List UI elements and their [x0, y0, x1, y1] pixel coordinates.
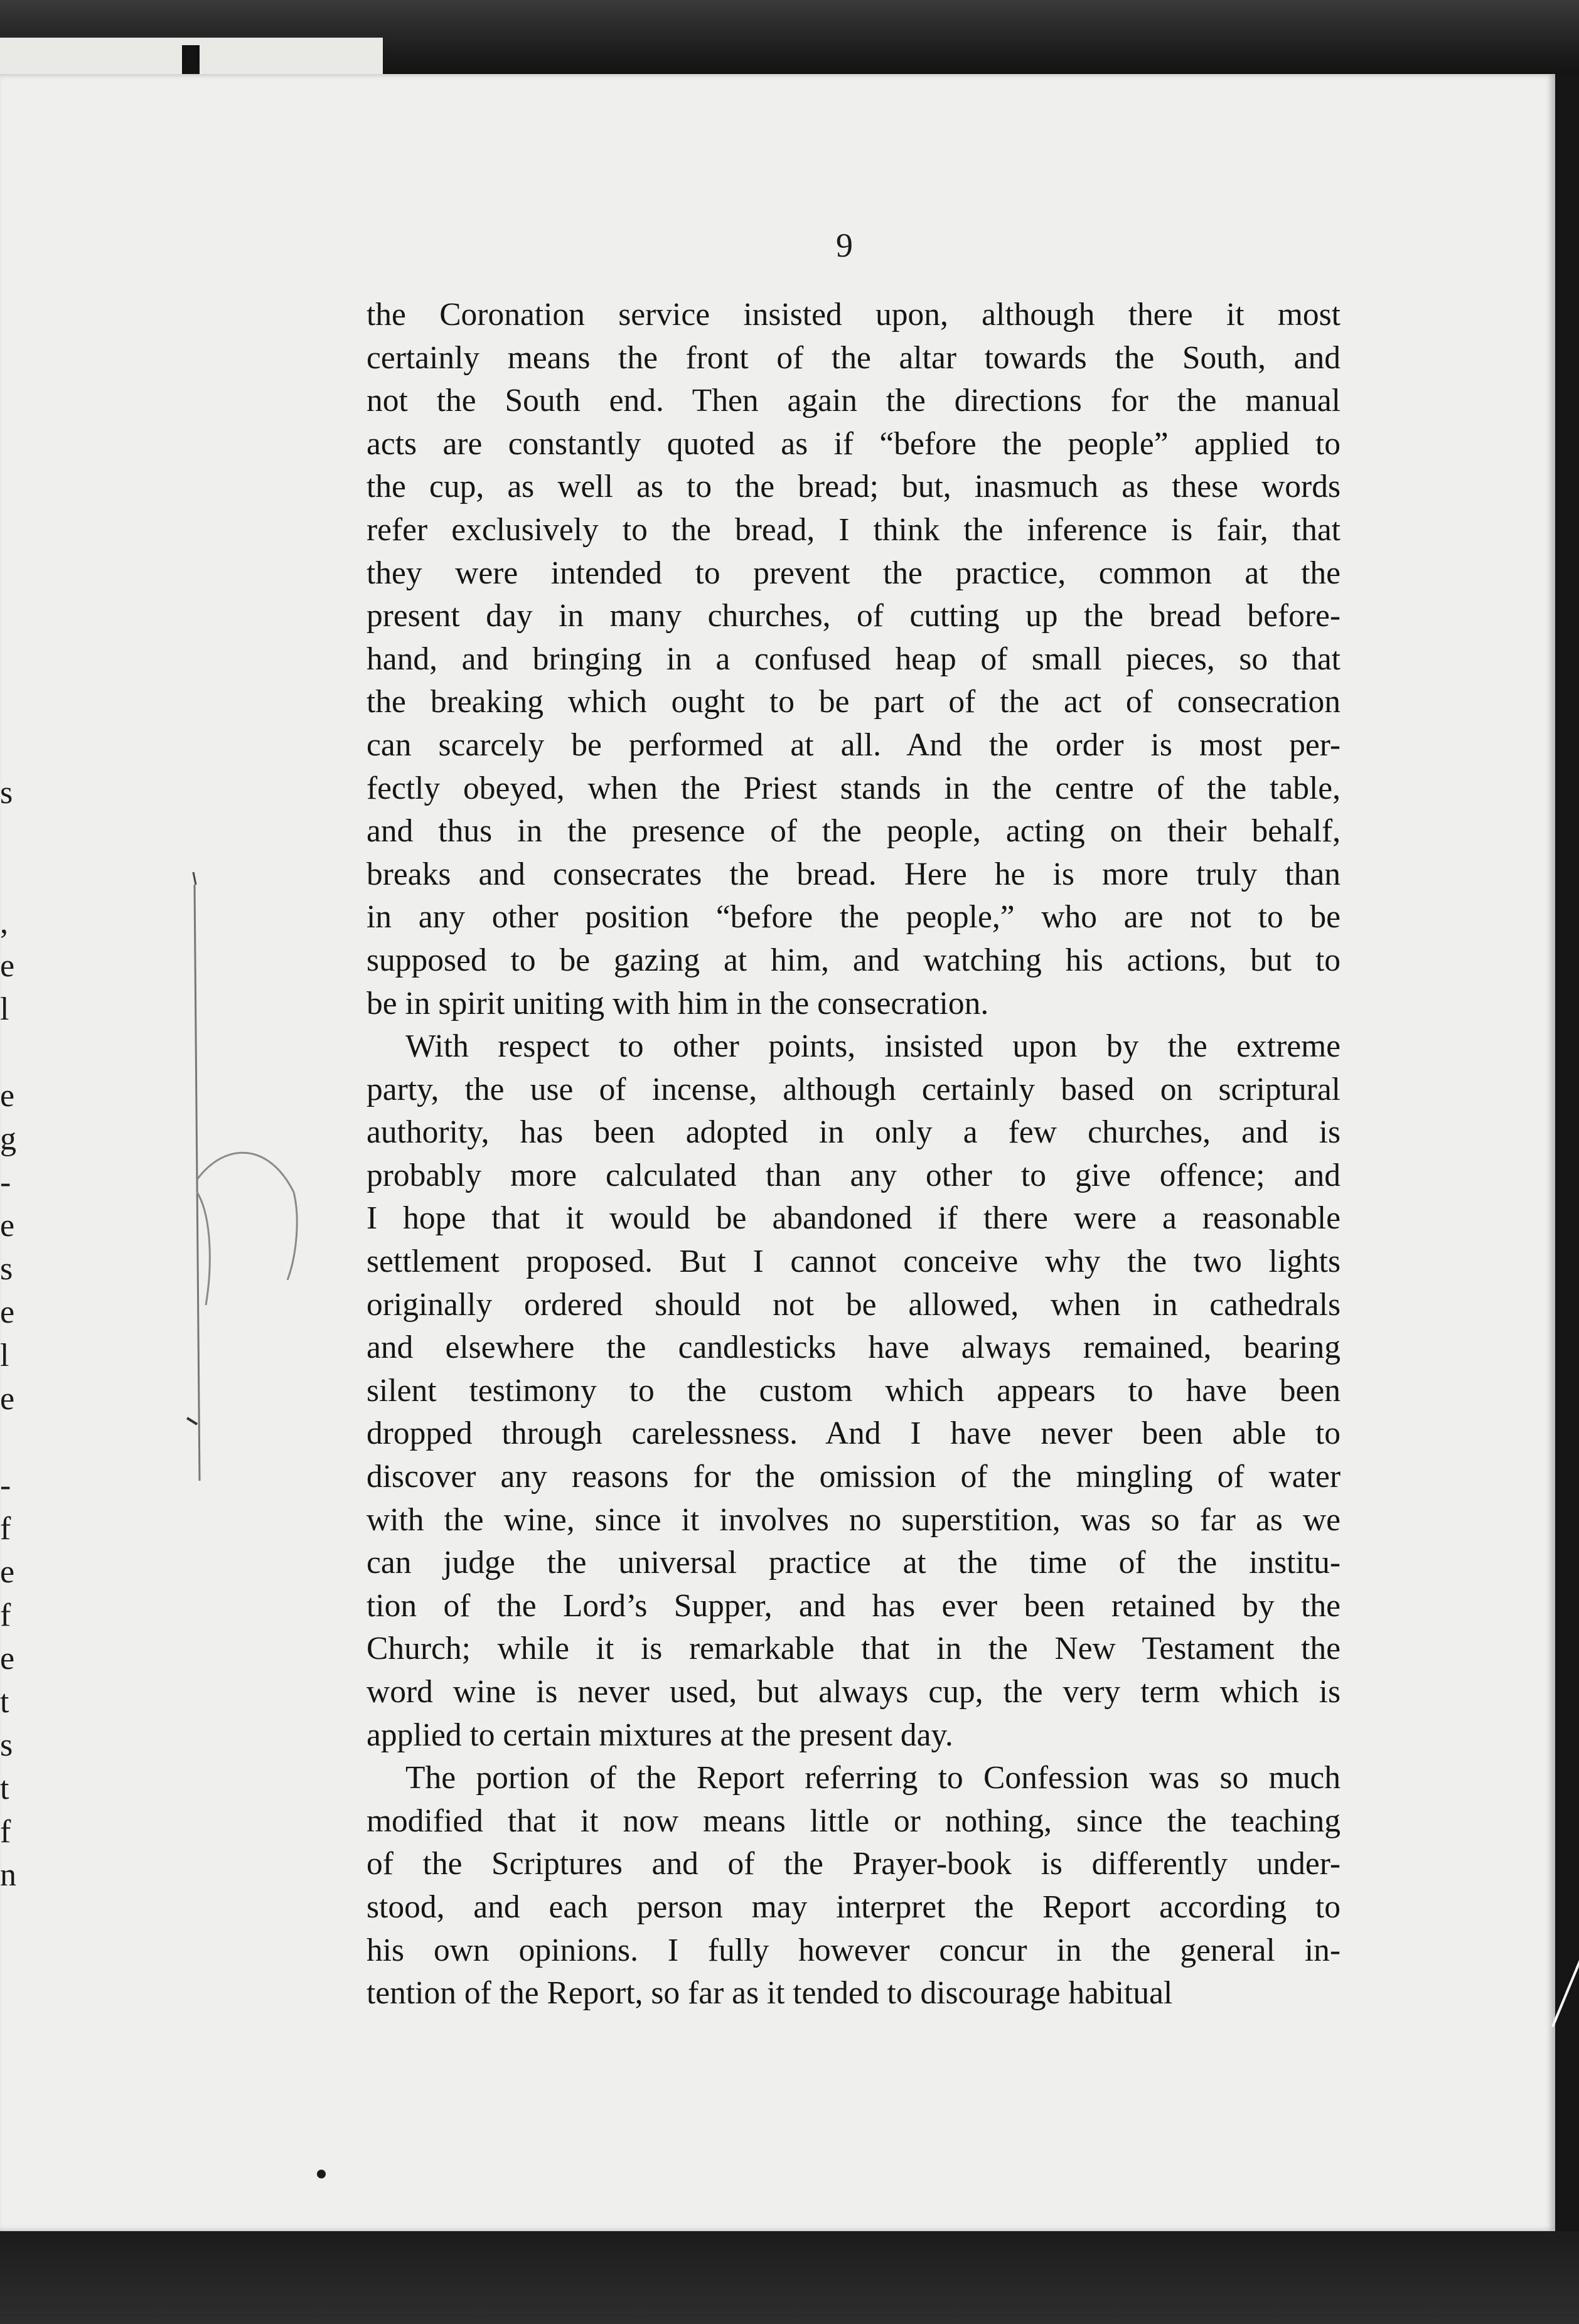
text-line: applied to certain mixtures at the present day. — [367, 1717, 953, 1753]
text-line: dropped through carelessness. And I have never been able to — [367, 1415, 1341, 1452]
text-line: present day in many churches, of cutting up the bread before- — [367, 598, 1341, 634]
text-line: With respect to other points, insisted upon by the extreme — [405, 1028, 1341, 1065]
margin-letter — [0, 598, 19, 641]
text-line: of the Scriptures and of the Prayer-book is differently under- — [367, 1846, 1341, 1882]
margin-letter — [0, 338, 19, 381]
text-line: they were intended to prevent the practice, common at the — [367, 555, 1341, 591]
text-line: Church; while it is remarkable that in the New Testament the — [367, 1631, 1341, 1667]
margin-letter — [0, 1031, 19, 1074]
text-line: in any other position “before the people,” who are not to be — [367, 899, 1341, 935]
margin-letter: n — [0, 1857, 16, 1893]
margin-letter: e — [0, 1554, 15, 1590]
margin-letter: t — [0, 1771, 9, 1806]
margin-letter: f — [0, 1597, 11, 1633]
margin-letter: l — [0, 1338, 9, 1373]
margin-letter: f — [0, 1511, 11, 1547]
text-line: the Coronation service insisted upon, although there it most — [367, 297, 1341, 333]
margin-letter: s — [0, 1251, 13, 1287]
margin-letter: e — [0, 1208, 15, 1244]
text-line: breaks and consecrates the bread. Here he is more truly than — [367, 856, 1341, 892]
margin-letter — [0, 641, 19, 685]
margin-letter: e — [0, 1078, 15, 1114]
scan-bottom-edge — [0, 2231, 1579, 2324]
margin-letter — [0, 1421, 19, 1464]
margin-letter: - — [0, 1468, 11, 1503]
margin-letter: - — [0, 1165, 11, 1200]
text-line: acts are constantly quoted as if “before the people” applied to — [367, 425, 1341, 462]
text-line: with the wine, since it involves no superstition, was so far as we — [367, 1501, 1341, 1538]
page-crease — [1550, 1945, 1579, 2033]
text-line: tention of the Report, so far as it tended to discourage habitual — [367, 1975, 1173, 2012]
margin-letter: t — [0, 1684, 9, 1720]
margin-letter: e — [0, 948, 15, 984]
text-line: silent testimony to the custom which appears to have been — [367, 1372, 1341, 1409]
text-line: and elsewhere the candlesticks have always remained, bearing — [367, 1330, 1341, 1366]
page-right-shadow — [1555, 74, 1579, 2231]
text-line: settlement proposed. But I cannot conceive why the two lights — [367, 1244, 1341, 1280]
margin-letter: s — [0, 1727, 13, 1763]
text-line: originally ordered should not be allowed, when in cathedrals — [367, 1286, 1341, 1323]
left-margin-bleed — [0, 295, 19, 1897]
body-text — [367, 294, 1341, 2015]
text-line: party, the use of incense, although certainly based on scriptural — [367, 1071, 1341, 1107]
margin-letter — [0, 381, 19, 425]
margin-letter — [0, 685, 19, 728]
text-line: fectly obeyed, when the Priest stands in the centre of the table, — [367, 770, 1341, 806]
margin-letter: e — [0, 1294, 15, 1330]
text-line: The portion of the Report referring to Confession was so much — [405, 1760, 1341, 1796]
text-line: certainly means the front of the altar towards the South, and — [367, 339, 1341, 376]
pencil-annotation — [174, 866, 319, 1493]
text-line: supposed to be gazing at him, and watching his actions, but to — [367, 942, 1341, 978]
margin-letter: e — [0, 1381, 15, 1417]
page-number: 9 — [836, 227, 853, 264]
text-line: modified that it now means little or nothing, since the teaching — [367, 1803, 1341, 1839]
text-line: authority, has been adopted in only a few churches, and is — [367, 1114, 1341, 1151]
text-line: the cup, as well as to the bread; but, inasmuch as these words — [367, 469, 1341, 505]
text-line: his own opinions. I fully however concur in the general in- — [367, 1932, 1341, 1968]
margin-letter — [0, 468, 19, 511]
margin-letter: l — [0, 991, 9, 1027]
text-line: refer exclusively to the bread, I think the inference is fair, that — [367, 511, 1341, 548]
text-line: and thus in the presence of the people, acting on their behalf, — [367, 813, 1341, 850]
margin-letter: , — [0, 905, 8, 941]
text-line: tion of the Lord’s Supper, and has ever been retained by the — [367, 1587, 1341, 1624]
ink-speck — [317, 2170, 326, 2178]
text-line: discover any reasons for the omission of the mingling of water — [367, 1459, 1341, 1495]
margin-letter — [0, 728, 19, 771]
text-line: I hope that it would be abandoned if there were a reasonable — [367, 1200, 1341, 1237]
text-line: stood, and each person may interpret the Report according to — [367, 1889, 1341, 1925]
margin-letter — [0, 295, 19, 338]
margin-letter — [0, 511, 19, 555]
margin-letter: s — [0, 775, 13, 811]
margin-letter — [0, 425, 19, 468]
text-line: can judge the universal practice at the time of the institu- — [367, 1545, 1341, 1581]
margin-letter: e — [0, 1641, 15, 1676]
text-line: hand, and bringing in a confused heap of small pieces, so that — [367, 641, 1341, 677]
margin-letter: f — [0, 1814, 11, 1850]
text-line: the breaking which ought to be part of the act of consecration — [367, 684, 1341, 720]
margin-letter: g — [0, 1121, 16, 1157]
text-line: probably more calculated than any other to give offence; and — [367, 1157, 1341, 1193]
margin-letter — [0, 858, 19, 901]
text-line: not the South end. Then again the directions for the manual — [367, 383, 1341, 419]
text-line: word wine is never used, but always cup, the very term which is — [367, 1674, 1341, 1710]
text-line: be in spirit uniting with him in the consecration. — [367, 985, 989, 1021]
text-line: can scarcely be performed at all. And the order is most per- — [367, 727, 1341, 763]
margin-letter — [0, 814, 19, 858]
margin-letter — [0, 555, 19, 598]
